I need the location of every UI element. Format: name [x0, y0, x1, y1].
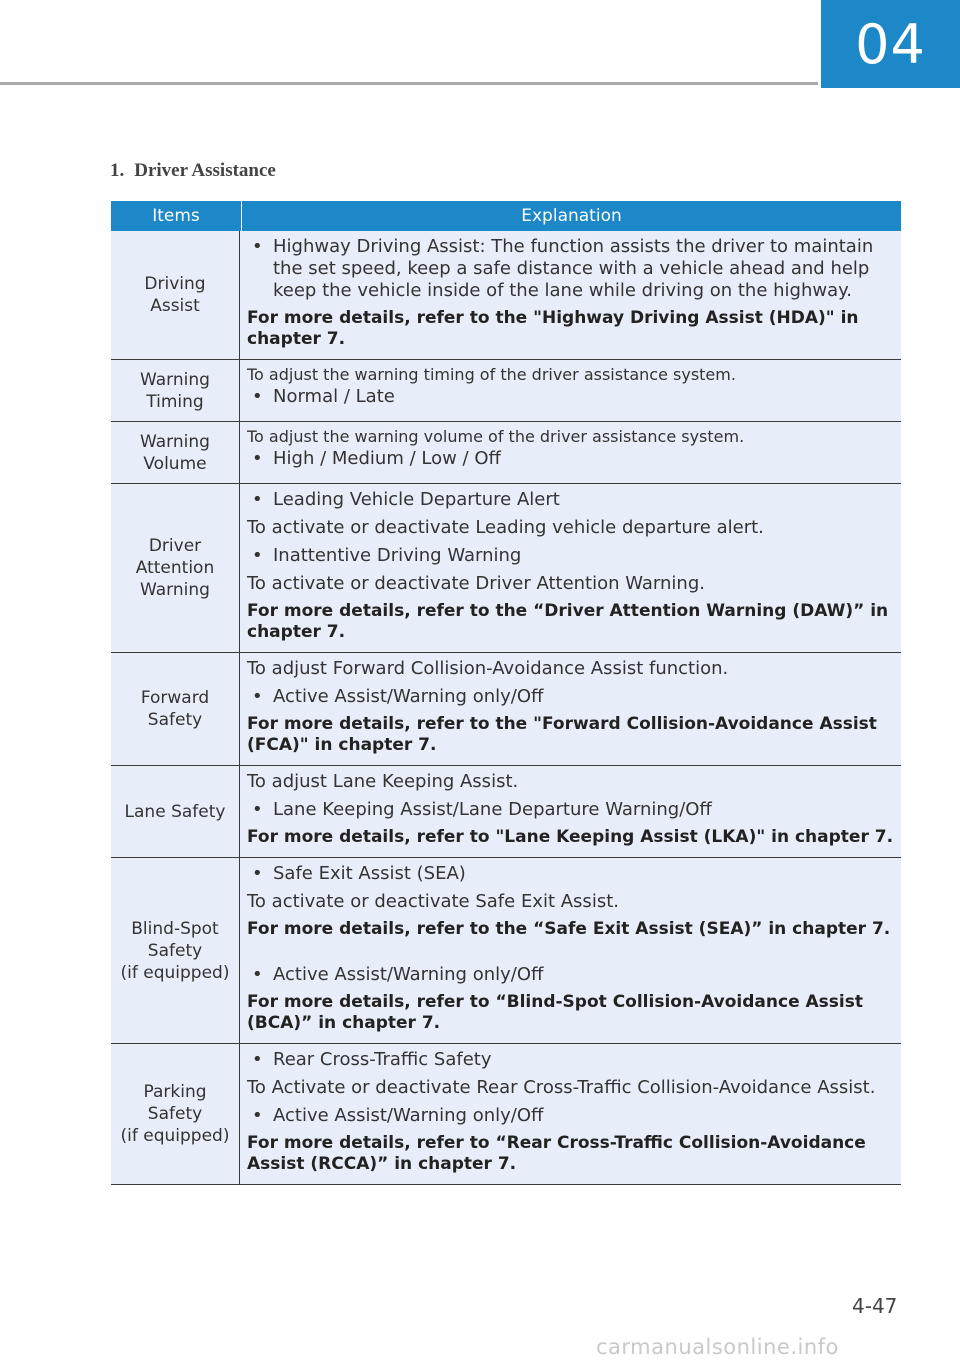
bullet-text: Inattentive Driving Warning: [273, 545, 522, 566]
bullet-item: [247, 448, 895, 470]
table-row: [111, 653, 901, 766]
item-cell: [111, 766, 240, 857]
bullet-text: Active Assist/Warning only/Off: [273, 964, 544, 985]
bullet-icon: •: [252, 863, 263, 884]
description-text: To adjust the warning timing of the driver assistance system.: [247, 365, 736, 384]
table-body: [111, 231, 901, 1185]
bullet-item: [247, 1105, 895, 1127]
bullet-item: [247, 964, 895, 986]
explanation-cell: [240, 422, 901, 483]
item-label: Safety: [147, 940, 203, 961]
bullet-item: [247, 545, 895, 567]
reference-note: For more details, refer to the "Highway Driving Assist (HDA)" in chapter 7.: [247, 308, 859, 349]
explanation-cell: [240, 360, 901, 421]
item-cell: [111, 858, 240, 1043]
bullet-icon: •: [252, 686, 263, 707]
item-label: Lane Safety: [124, 801, 226, 822]
item-label: Volume: [143, 453, 207, 474]
section-number: 1.: [110, 160, 125, 181]
item-label: Driver: [148, 536, 202, 556]
bullet-icon: •: [252, 489, 263, 510]
reference-note: For more details, refer to the "Forward Collision-Avoidance Assist (FCA)" in chapter 7.: [247, 714, 877, 755]
description-text: To adjust the warning volume of the driver assistance system.: [247, 427, 745, 446]
bullet-item: [247, 863, 895, 885]
item-label: (if equipped): [120, 962, 230, 983]
table-row: [111, 858, 901, 1044]
table-row: [111, 484, 901, 653]
explanation-cell: [240, 1044, 901, 1184]
watermark: carmanualsonline.info: [596, 1335, 839, 1359]
item-label: Safety: [147, 1104, 203, 1124]
item-label: Driving: [144, 274, 206, 294]
section-title-text: Driver Assistance: [134, 160, 276, 181]
header-items: Items: [111, 201, 242, 231]
item-cell: [111, 653, 240, 765]
reference-note: For more details, refer to the “Safe Exit Assist (SEA)” in chapter 7.: [247, 919, 891, 939]
description-text: To adjust Forward Collision-Avoidance Assist function.: [247, 658, 729, 679]
table-header: [111, 201, 901, 231]
bullet-icon: •: [252, 964, 263, 985]
header-rule: [0, 82, 818, 85]
explanation-cell: [240, 858, 901, 1043]
item-cell: [111, 422, 240, 483]
explanation-cell: [240, 231, 901, 359]
description-text: To adjust Lane Keeping Assist.: [247, 771, 519, 792]
reference-note: For more details, refer to “Rear Cross-Traffic Collision-Avoidance Assist (RCCA)” in chapter 7.: [247, 1133, 866, 1174]
description-text: To activate or deactivate Leading vehicle departure alert.: [247, 517, 764, 538]
bullet-icon: •: [252, 545, 263, 566]
bullet-text: High / Medium / Low / Off: [273, 448, 501, 469]
bullet-text: Rear Cross-Traffic Safety: [273, 1049, 492, 1070]
item-cell: [111, 360, 240, 421]
table-row: [111, 1044, 901, 1185]
bullet-icon: •: [252, 1105, 263, 1126]
bullet-icon: •: [252, 1049, 263, 1070]
explanation-cell: [240, 484, 901, 652]
reference-note: For more details, refer to “Blind-Spot Collision-Avoidance Assist (BCA)” in chapter 7.: [247, 992, 863, 1033]
item-cell: [111, 231, 240, 359]
item-label: Warning: [140, 580, 210, 600]
bullet-text: Safe Exit Assist (SEA): [273, 863, 466, 884]
bullet-item: [247, 489, 895, 511]
bullet-text: Leading Vehicle Departure Alert: [273, 489, 560, 510]
table-row: [111, 422, 901, 484]
bullet-text: Lane Keeping Assist/Lane Departure Warning/Off: [273, 799, 712, 820]
section-title: [110, 160, 276, 182]
bullet-icon: •: [252, 448, 263, 469]
explanation-cell: [240, 766, 901, 857]
description-text: To activate or deactivate Safe Exit Assist.: [247, 891, 619, 912]
chapter-tab: 04: [821, 0, 960, 88]
item-label: Timing: [146, 391, 204, 412]
item-label: Parking: [143, 1082, 207, 1102]
bullet-item: [247, 686, 895, 708]
item-label: (if equipped): [120, 1126, 230, 1146]
item-label: Safety: [147, 710, 203, 730]
bullet-item: [247, 1049, 895, 1071]
bullet-icon: •: [252, 236, 263, 257]
bullet-text: Highway Driving Assist: The function assists the driver to maintain the set speed, keep a safe distance with a vehicle ahead and help keep the vehicle inside of the lane while driving on the highway.: [273, 236, 874, 301]
item-label: Forward: [140, 688, 210, 708]
item-label: Warning: [140, 369, 210, 390]
reference-note: For more details, refer to "Lane Keeping Assist (LKA)" in chapter 7.: [247, 827, 894, 847]
table-row: [111, 231, 901, 360]
description-text: To activate or deactivate Driver Attention Warning.: [247, 573, 705, 594]
header-explanation: Explanation: [521, 206, 622, 226]
spacer: [247, 942, 895, 964]
item-label: Blind-Spot: [131, 918, 219, 939]
item-label: Warning: [140, 431, 210, 452]
bullet-item: [247, 386, 895, 408]
bullet-icon: •: [252, 386, 263, 407]
bullet-text: Active Assist/Warning only/Off: [273, 686, 544, 707]
bullet-item: [247, 236, 895, 302]
bullet-item: [247, 799, 895, 821]
settings-table: [111, 201, 901, 1185]
bullet-text: Active Assist/Warning only/Off: [273, 1105, 544, 1126]
explanation-cell: [240, 653, 901, 765]
item-cell: [111, 484, 240, 652]
item-label: Attention: [135, 558, 215, 578]
item-cell: [111, 1044, 240, 1184]
table-row: [111, 766, 901, 858]
description-text: To Activate or deactivate Rear Cross-Traffic Collision-Avoidance Assist.: [247, 1077, 876, 1098]
reference-note: For more details, refer to the “Driver Attention Warning (DAW)” in chapter 7.: [247, 601, 889, 642]
item-label: Assist: [150, 296, 200, 316]
table-row: [111, 360, 901, 422]
page-number: 4-47: [852, 1294, 898, 1318]
bullet-text: Normal / Late: [273, 386, 395, 407]
bullet-icon: •: [252, 799, 263, 820]
